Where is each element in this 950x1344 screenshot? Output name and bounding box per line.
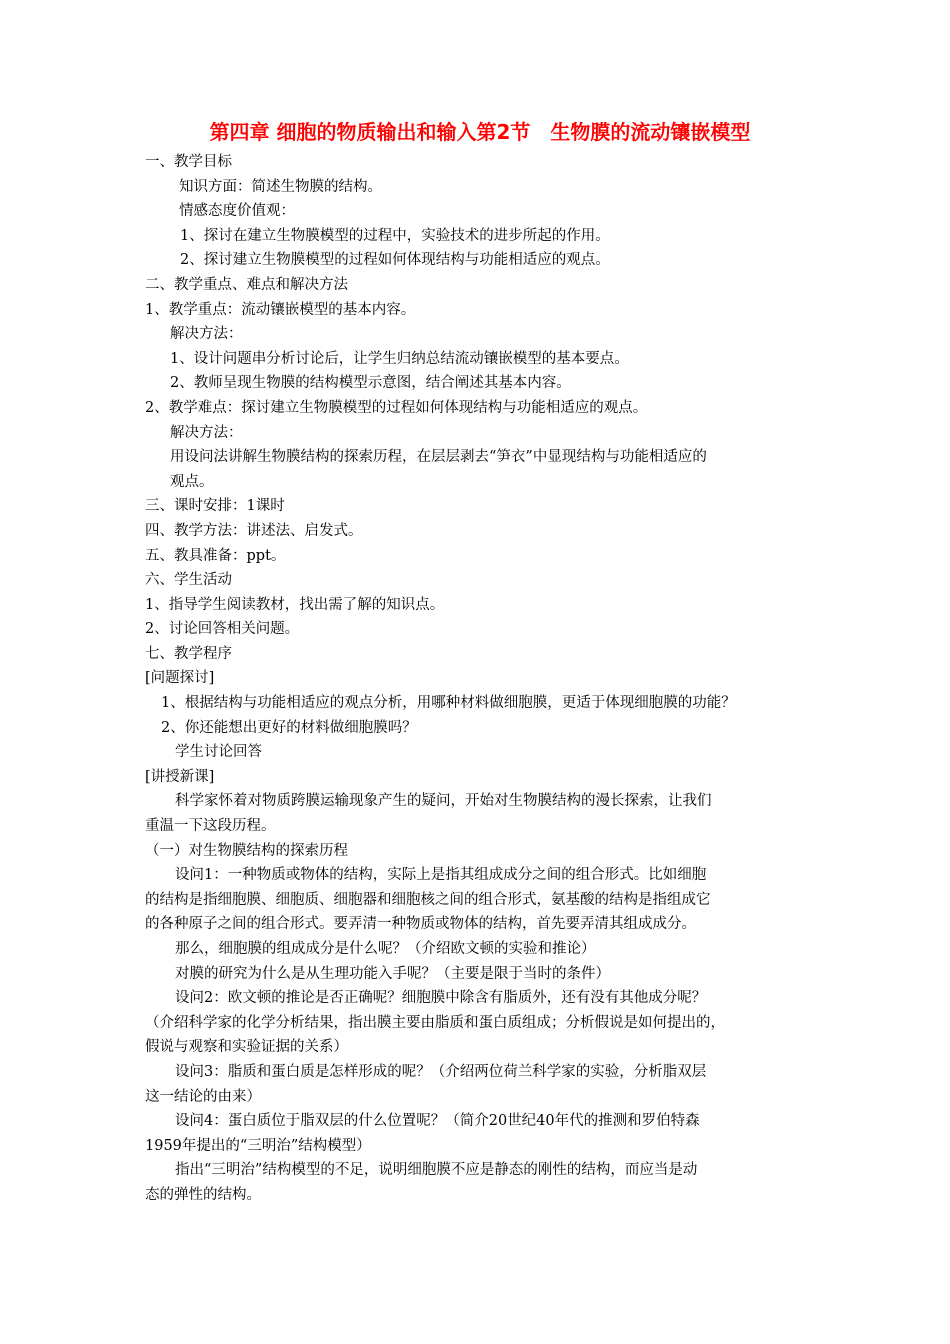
text-line: 的结构是指细胞膜、细胞质、细胞器和细胞核之间的组合形式，氨基酸的结构是指组成它 xyxy=(145,891,711,908)
section-heading: 五、教具准备：ppt。 xyxy=(145,547,286,564)
text-line: 知识方面：简述生物膜的结构。 xyxy=(179,178,382,195)
list-item: 2、教师呈现生物膜的结构模型示意图，结合阐述其基本内容。 xyxy=(170,375,571,392)
text-line: 设问2：欧文顿的推论是否正确呢？细胞膜中除含有脂质外，还有没有其他成分呢？ xyxy=(175,990,707,1007)
subsection-heading: [讲授新课] xyxy=(145,768,215,785)
section-heading: 二、教学重点、难点和解决方法 xyxy=(145,276,348,293)
list-item: 2、你还能想出更好的材料做细胞膜吗？ xyxy=(161,719,417,736)
list-item: 1、探讨在建立生物膜模型的过程中，实验技术的进步所起的作用。 xyxy=(180,227,610,244)
section-heading: 七、教学程序 xyxy=(145,645,232,662)
page-title: 第四章 细胞的物质输出和输入第2节 生物膜的流动镶嵌模型 xyxy=(209,120,751,144)
section-heading: 一、教学目标 xyxy=(145,154,232,170)
section-heading: 六、学生活动 xyxy=(145,572,232,589)
text-line: 那么，细胞膜的组成成分是什么呢？（介绍欧文顿的实验和推论） xyxy=(175,941,596,957)
text-line: 1959年提出的“三明治”结构模型） xyxy=(145,1137,371,1154)
text-line: 的各种原子之间的组合形式。要弄清一种物质或物体的结构，首先要弄清其组成成分。 xyxy=(145,916,696,933)
text-line: 指出“三明治”结构模型的不足，说明细胞膜不应是静态的刚性的结构，而应当是动 xyxy=(175,1162,698,1179)
text-line: 设问4：蛋白质位于脂双层的什么位置呢？（简介20世纪40年代的推测和罗伯特森 xyxy=(175,1113,700,1130)
section-heading: 三、课时安排：1课时 xyxy=(145,498,285,515)
list-item: 2、探讨建立生物膜模型的过程如何体现结构与功能相适应的观点。 xyxy=(180,252,610,269)
subsection-heading: （一）对生物膜结构的探索历程 xyxy=(145,842,348,859)
subsection-heading: [问题探讨] xyxy=(145,670,215,687)
text-line: 假说与观察和实验证据的关系） xyxy=(145,1039,348,1056)
list-item: 1、根据结构与功能相适应的观点分析，用哪种材料做细胞膜，更适于体现细胞膜的功能？ xyxy=(161,695,736,712)
text-line: 设问3：脂质和蛋白质是怎样形成的呢？（介绍两位荷兰科学家的实验，分析脂双层 xyxy=(175,1063,707,1080)
section-heading: 四、教学方法：讲述法、启发式。 xyxy=(145,522,363,539)
text-line: 科学家怀着对物质跨膜运输现象产生的疑问，开始对生物膜结构的漫长探索，让我们 xyxy=(175,793,712,810)
text-line: （介绍科学家的化学分析结果，指出膜主要由脂质和蛋白质组成；分析假说是如何提出的， xyxy=(145,1014,725,1031)
list-item: 1、教学重点：流动镶嵌模型的基本内容。 xyxy=(145,301,416,318)
text-line: 设问1：一种物质或物体的结构，实际上是指其组成成分之间的组合形式。比如细胞 xyxy=(175,867,707,884)
document-body xyxy=(145,150,825,1208)
text-line: 学生讨论回答 xyxy=(175,744,262,761)
list-item: 2、教学难点：探讨建立生物膜模型的过程如何体现结构与功能相适应的观点。 xyxy=(145,399,648,416)
text-line: 情感态度价值观： xyxy=(179,203,295,220)
text-line: 态的弹性的结构。 xyxy=(145,1186,261,1203)
text-line: 用设问法讲解生物膜结构的探索历程，在层层剥去“笋衣”中显现结构与功能相适应的 xyxy=(170,449,707,466)
text-line: 观点。 xyxy=(170,473,214,490)
text-line: 对膜的研究为什么是从生理功能入手呢？（主要是限于当时的条件） xyxy=(175,965,610,982)
text-line: 这一结论的由来） xyxy=(145,1088,261,1105)
text-line: 解决方法： xyxy=(170,326,243,343)
list-item: 2、讨论回答相关问题。 xyxy=(145,621,300,638)
list-item: 1、设计问题串分析讨论后，让学生归纳总结流动镶嵌模型的基本要点。 xyxy=(170,350,629,367)
list-item: 1、指导学生阅读教材，找出需了解的知识点。 xyxy=(145,596,445,613)
text-line: 重温一下这段历程。 xyxy=(145,818,276,835)
text-line: 解决方法： xyxy=(170,424,243,441)
